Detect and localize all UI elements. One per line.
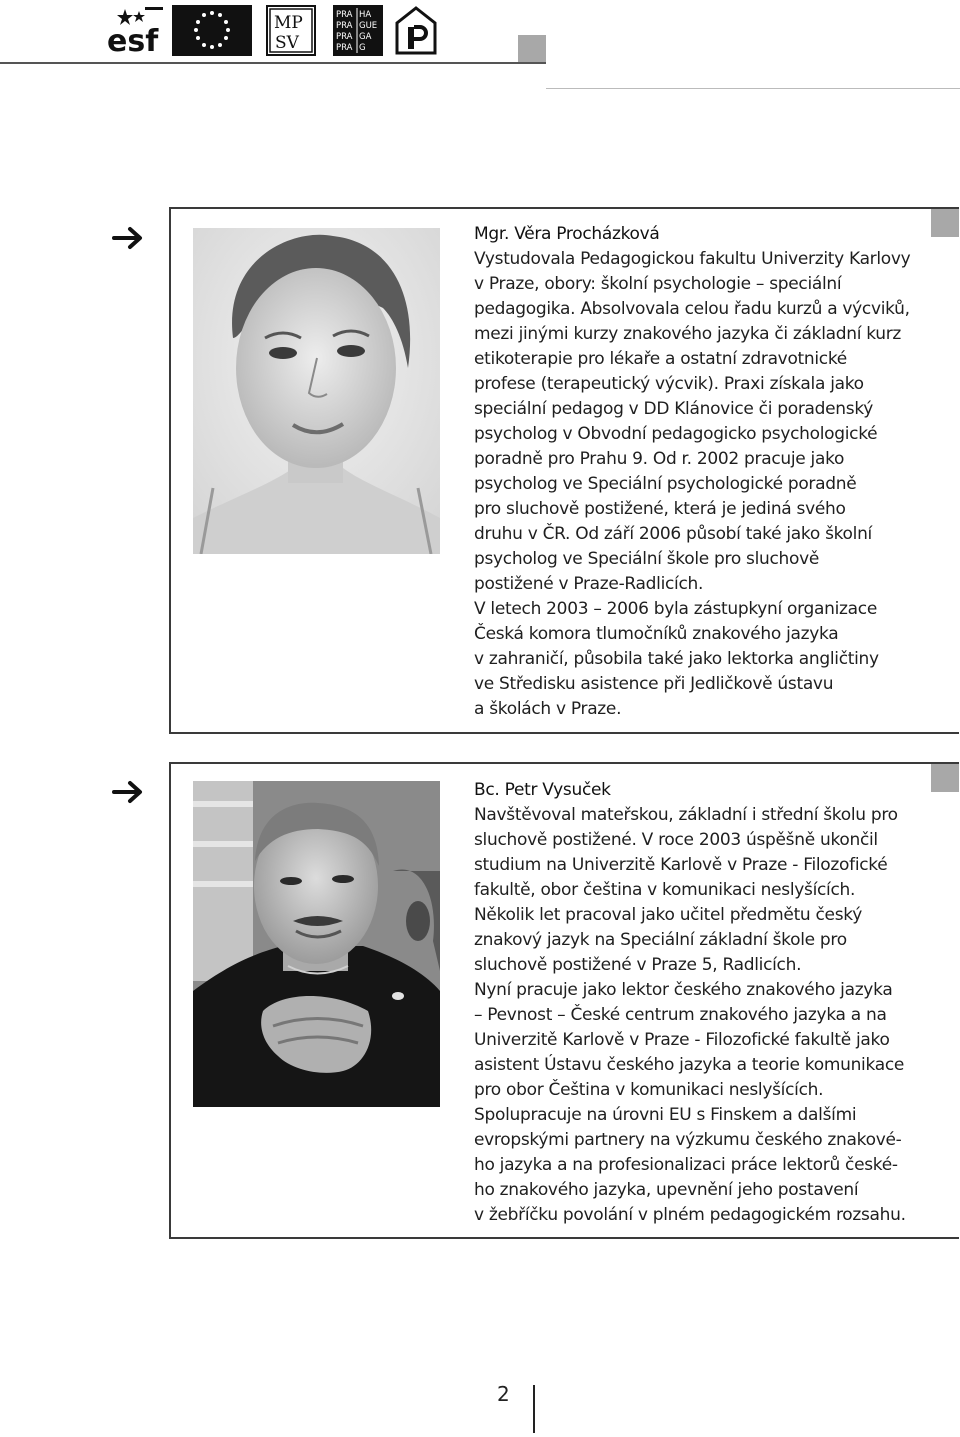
esf-logo bbox=[105, 5, 165, 56]
svg-text:PRA: PRA bbox=[336, 43, 353, 53]
profile-text: Navštěvoval mateřskou, základní i střední školu pro sluchově postižené. V roce 2003 úspěšně ukončil studium na Univerzitě Karlově v Praze - Filozofické fakultě, obor čeština v komunikaci neslyšících. Několik let pracoval jako učitel předmětu český znakový jazyk na Speciální základní škole pro sluchově postižené v Praze 5, Radlicích. Nyní pracuje jako lektor českého znakového jazyka – Pevnost – České centrum znakového jazyka a na Univerzitě Karlově v Praze - Filozofické fakultě jako asistent Ústavu českého jazyka a teorie komunikace pro obor Čeština v komunikaci neslyšících. Spolupracuje na úrovni EU s Finskem a dalšími evropskými partnery na výzkumu českého znakové- ho jazyka a na profesionalizaci práce lektorů české- ho znakového jazyka, upevnění jeho postavení v žebříčku povolání v plném pedagogickém rozsahu. bbox=[474, 805, 906, 1225]
svg-text:PRA: PRA bbox=[336, 21, 353, 31]
svg-text:MP: MP bbox=[274, 13, 303, 33]
profile-card-petr bbox=[169, 762, 959, 1239]
arrow-right-icon bbox=[112, 226, 146, 250]
svg-text:HA: HA bbox=[359, 10, 372, 20]
profile-text: Vystudovala Pedagogickou fakultu Univerzity Karlovy v Praze, obory: školní psychologie – speciální pedagogika. Absolvovala celou řadu kurzů a výcviků, mezi jinými kurzy znakového jazyka či základní kurz etikoterapie pro lékaře a ostatní zdravotnické profese (terapeutický výcvik). Praxi získala jako speciální pedagog v DD Klánovice či poradenský psycholog v Obvodní pedagogicko psychologické poradně pro Prahu 9. Od r. 2002 pracuje jako psycholog ve Speciální psychologické poradně pro sluchově postižené, která je jediná svého druhu v ČR. Od září 2006 působí také jako školní psycholog ve Speciální škole pro sluchově postižené v Praze-Radlicích. V letech 2003 – 2006 byla zástupkyní organizace Česká komora tlumočníků znakového jazyka v zahraničí, působila také jako lektorka angličtiny ve Středisku asistence při Jedličkově ústavu a školách v Praze. bbox=[474, 249, 911, 719]
profile-bio bbox=[474, 778, 934, 1228]
arrow-right-icon bbox=[112, 780, 146, 804]
portrait-photo bbox=[193, 781, 440, 1107]
portrait-photo bbox=[193, 228, 440, 554]
house-logo bbox=[394, 5, 438, 56]
praha-logo bbox=[333, 5, 383, 56]
header-square bbox=[518, 35, 546, 62]
page-number: 2 bbox=[497, 1382, 510, 1406]
svg-text:esf: esf bbox=[107, 24, 159, 56]
profile-name: Mgr. Věra Procházková bbox=[474, 224, 660, 244]
svg-text:SV: SV bbox=[275, 33, 299, 53]
profile-bio bbox=[474, 222, 934, 722]
card-corner-square bbox=[931, 209, 959, 237]
profile-name: Bc. Petr Vysuček bbox=[474, 780, 611, 800]
mpsv-logo bbox=[266, 5, 316, 56]
svg-text:PRA: PRA bbox=[336, 10, 353, 20]
svg-text:GA: GA bbox=[359, 32, 372, 42]
header-rule bbox=[0, 62, 546, 64]
svg-text:G: G bbox=[359, 43, 366, 53]
svg-text:PRA: PRA bbox=[336, 32, 353, 42]
header-rule-thin bbox=[546, 88, 960, 89]
svg-text:GUE: GUE bbox=[359, 21, 378, 31]
eu-flag-logo bbox=[172, 5, 252, 56]
page-number-rule bbox=[533, 1385, 535, 1433]
profile-card-vera bbox=[169, 207, 959, 734]
card-corner-square bbox=[931, 764, 959, 792]
